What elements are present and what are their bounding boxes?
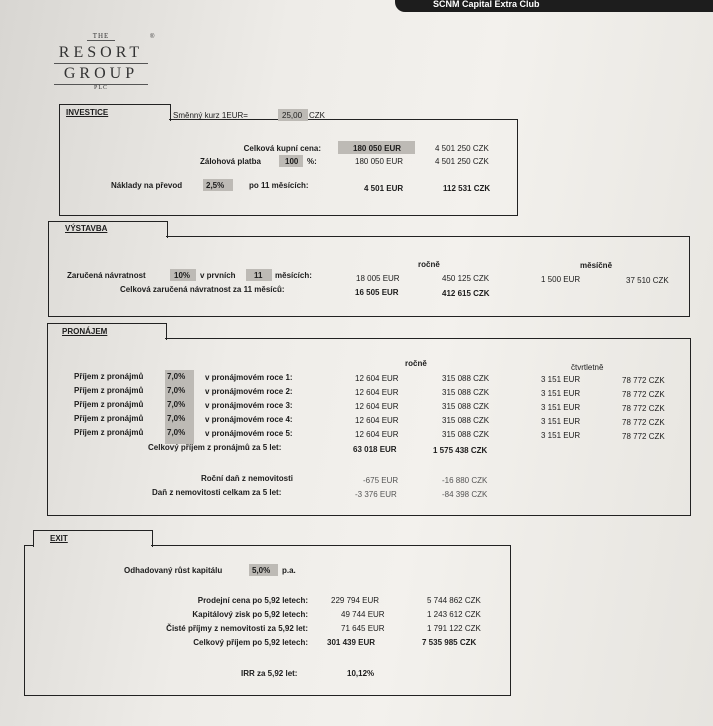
tax5-label: Daň z nemovitosti celkam za 5 let: bbox=[152, 488, 282, 497]
transfer-eur: 4 501 EUR bbox=[364, 184, 404, 193]
guar-czk: 450 125 CZK bbox=[442, 274, 490, 283]
rental-label: Příjem z pronájmů bbox=[74, 414, 144, 423]
tax5-czk: -84 398 CZK bbox=[442, 490, 488, 499]
guar-pct: 10% bbox=[174, 271, 191, 280]
rental-q-eur: 3 151 EUR bbox=[541, 403, 581, 412]
exit-label: Prodejní cena po 5,92 letech: bbox=[197, 596, 308, 605]
rental-q-czk: 78 772 CZK bbox=[622, 390, 665, 399]
exit-czk: 1 791 122 CZK bbox=[427, 624, 481, 633]
rental-q-czk: 78 772 CZK bbox=[622, 418, 665, 427]
transfer-czk: 112 531 CZK bbox=[443, 184, 491, 193]
exit-eur: 229 794 EUR bbox=[331, 596, 380, 605]
rental-year: v pronájmovém roce 2: bbox=[205, 387, 293, 396]
rental-label: Příjem z pronájmů bbox=[74, 386, 144, 395]
rental-czk: 315 088 CZK bbox=[442, 430, 490, 439]
price-label: Celková kupní cena: bbox=[243, 144, 321, 153]
rental-label: Příjem z pronájmů bbox=[74, 372, 144, 381]
rental-czk: 315 088 CZK bbox=[442, 374, 490, 383]
header-bar: SCNM Capital Extra Club bbox=[395, 0, 713, 12]
guar-monthly-eur: 1 500 EUR bbox=[541, 275, 581, 284]
vystavba-col-monthly: měsíčně bbox=[580, 261, 613, 270]
registered-mark: ® bbox=[150, 34, 155, 40]
investice-box bbox=[59, 119, 518, 216]
exit-eur: 49 744 EUR bbox=[341, 610, 385, 619]
vystavba-total-czk: 412 615 CZK bbox=[442, 289, 490, 298]
rental-q-eur: 3 151 EUR bbox=[541, 375, 581, 384]
resort-group-logo: THE RESORT GROUP PLC bbox=[46, 25, 156, 91]
rental-eur: 12 604 EUR bbox=[355, 416, 399, 425]
price-czk: 4 501 250 CZK bbox=[435, 144, 489, 153]
exit-czk: 1 243 612 CZK bbox=[427, 610, 481, 619]
guar-months: 11 bbox=[254, 271, 263, 280]
transfer-pct: 2,5% bbox=[206, 181, 225, 190]
rental-pct: 7,0% bbox=[167, 428, 186, 437]
guar-eur: 18 005 EUR bbox=[356, 274, 400, 283]
fx-label: Směnný kurz 1EUR= bbox=[173, 111, 248, 120]
deposit-pct-unit: %: bbox=[307, 157, 317, 166]
tax-eur: -675 EUR bbox=[363, 476, 399, 485]
rental-total-eur: 63 018 EUR bbox=[353, 445, 397, 454]
rental-eur: 12 604 EUR bbox=[355, 430, 399, 439]
rental-label: Příjem z pronájmů bbox=[74, 428, 144, 437]
rental-pct: 7,0% bbox=[167, 372, 186, 381]
deposit-czk: 4 501 250 CZK bbox=[435, 157, 489, 166]
vystavba-title: VÝSTAVBA bbox=[65, 224, 108, 233]
rental-q-eur: 3 151 EUR bbox=[541, 431, 581, 440]
price-eur: 180 050 EUR bbox=[353, 144, 402, 153]
rental-eur: 12 604 EUR bbox=[355, 388, 399, 397]
rental-total-czk: 1 575 438 CZK bbox=[433, 446, 488, 455]
exit-czk: 5 744 862 CZK bbox=[427, 596, 481, 605]
investice-title: INVESTICE bbox=[66, 108, 109, 117]
rental-pct: 7,0% bbox=[167, 400, 186, 409]
guar-mid: v prvních bbox=[200, 271, 236, 280]
rental-eur: 12 604 EUR bbox=[355, 374, 399, 383]
growth-unit: p.a. bbox=[282, 566, 296, 575]
exit-title: EXIT bbox=[50, 534, 68, 543]
rental-q-czk: 78 772 CZK bbox=[622, 432, 665, 441]
rental-pct: 7,0% bbox=[167, 386, 186, 395]
exit-czk: 7 535 985 CZK bbox=[422, 638, 477, 647]
rental-q-czk: 78 772 CZK bbox=[622, 404, 665, 413]
pronajem-col-quarterly: čtvrtletně bbox=[571, 363, 604, 372]
rental-label: Příjem z pronájmů bbox=[74, 400, 144, 409]
rental-q-eur: 3 151 EUR bbox=[541, 417, 581, 426]
deposit-label: Zálohová platba bbox=[200, 157, 261, 166]
guar-end: měsících: bbox=[275, 271, 312, 280]
exit-label: Čisté příjmy z nemovitosti za 5,92 let: bbox=[166, 624, 308, 633]
rental-year: v pronájmovém roce 3: bbox=[205, 401, 293, 410]
exit-label: Celkový příjem po 5,92 letech: bbox=[193, 638, 308, 647]
tax-label: Roční daň z nemovitosti bbox=[201, 474, 294, 483]
rental-total-label: Celkový příjem z pronájmů za 5 let: bbox=[148, 443, 282, 452]
fx-value: 25,00 bbox=[282, 111, 303, 120]
transfer-label: Náklady na převod bbox=[111, 181, 183, 190]
irr-label: IRR za 5,92 let: bbox=[241, 669, 298, 678]
deposit-pct: 100 bbox=[285, 157, 299, 166]
tax5-eur: -3 376 EUR bbox=[355, 490, 397, 499]
deposit-eur: 180 050 EUR bbox=[355, 157, 404, 166]
rental-year: v pronájmovém roce 4: bbox=[205, 415, 293, 424]
fx-unit: CZK bbox=[309, 111, 325, 120]
exit-label: Kapitálový zisk po 5,92 letech: bbox=[192, 610, 308, 619]
rental-czk: 315 088 CZK bbox=[442, 388, 490, 397]
exit-eur: 71 645 EUR bbox=[341, 624, 385, 633]
pronajem-title: PRONÁJEM bbox=[62, 327, 108, 336]
guar-label: Zaručená návratnost bbox=[67, 271, 146, 280]
growth-label: Odhadovaný růst kapitálu bbox=[124, 566, 223, 575]
rental-q-eur: 3 151 EUR bbox=[541, 389, 581, 398]
rental-year: v pronájmovém roce 1: bbox=[205, 373, 293, 382]
irr-value: 10,12% bbox=[347, 669, 375, 678]
rental-czk: 315 088 CZK bbox=[442, 402, 490, 411]
pronajem-col-yearly: ročně bbox=[405, 359, 427, 368]
growth-pct: 5,0% bbox=[252, 566, 271, 575]
exit-eur: 301 439 EUR bbox=[327, 638, 376, 647]
vystavba-col-yearly: ročně bbox=[418, 260, 440, 269]
rental-q-czk: 78 772 CZK bbox=[622, 376, 665, 385]
vystavba-total-label: Celková zaručená návratnost za 11 měsíců: bbox=[120, 285, 285, 294]
vystavba-total-eur: 16 505 EUR bbox=[355, 288, 399, 297]
rental-eur: 12 604 EUR bbox=[355, 402, 399, 411]
tax-czk: -16 880 CZK bbox=[442, 476, 488, 485]
rental-year: v pronájmovém roce 5: bbox=[205, 429, 293, 438]
rental-czk: 315 088 CZK bbox=[442, 416, 490, 425]
transfer-after: po 11 měsících: bbox=[249, 181, 309, 190]
guar-monthly-czk: 37 510 CZK bbox=[626, 276, 669, 285]
rental-pct: 7,0% bbox=[167, 414, 186, 423]
